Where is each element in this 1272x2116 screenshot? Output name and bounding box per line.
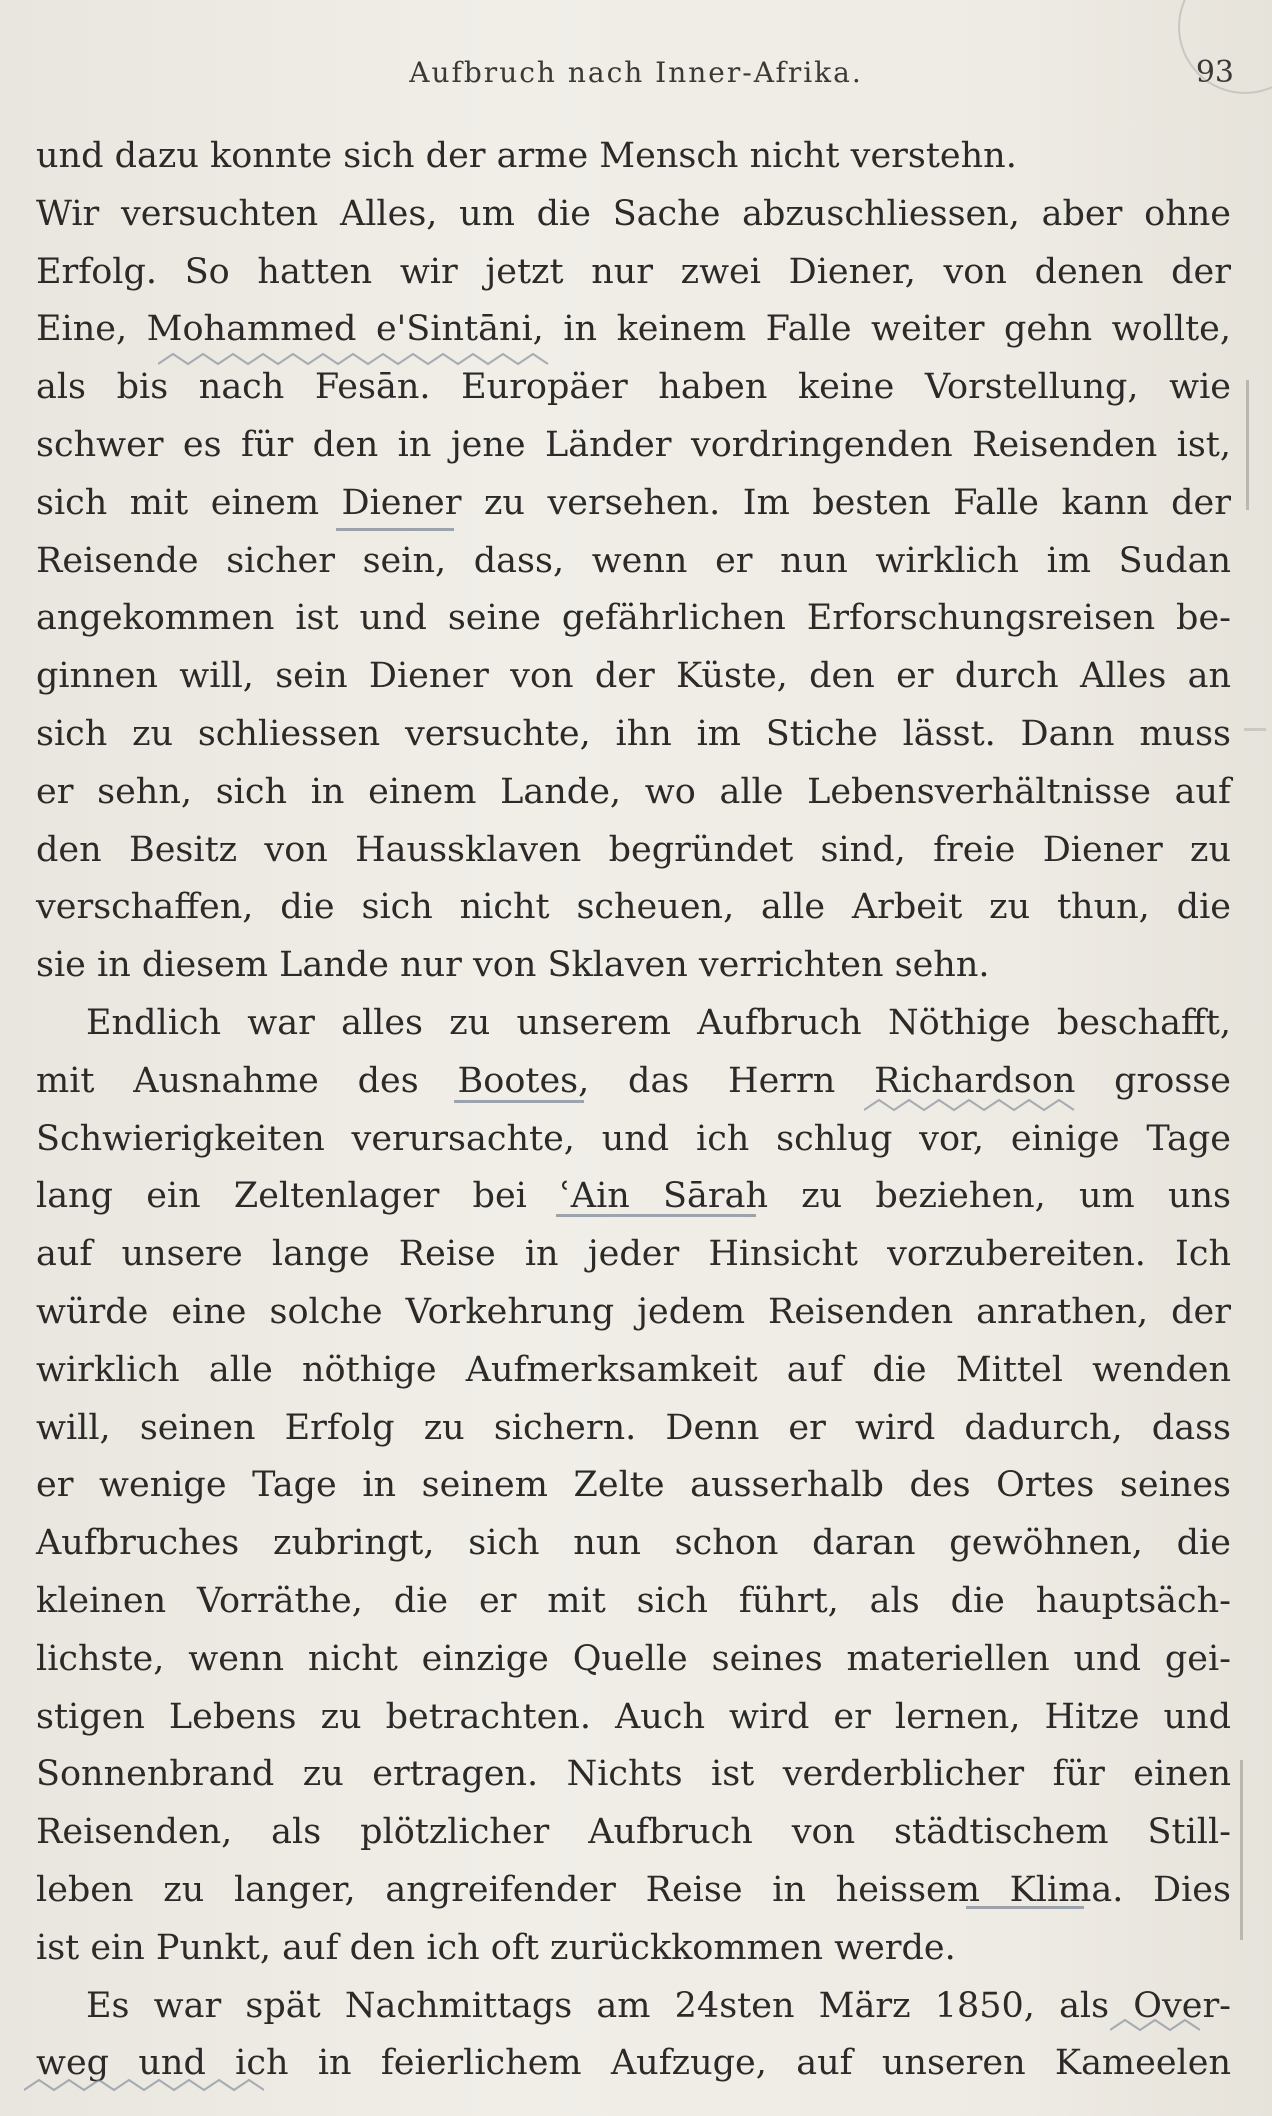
text-line: stigen Lebens zu betrachten. Auch wird er lernen, Hitze und xyxy=(36,1696,1231,1737)
pencil-underline-wave xyxy=(158,352,558,366)
text-line: ginnen will, sein Diener von der Küste, den er durch Alles an xyxy=(36,656,1231,697)
text-line: Aufbruches zubringt, sich nun schon daran gewöhnen, die xyxy=(36,1523,1231,1564)
text-line: lichste, wenn nicht einzige Quelle seines materiellen und gei- xyxy=(36,1638,1231,1679)
text-line: weg und ich in feierlichem Aufzuge, auf unseren Kameelen xyxy=(36,2043,1231,2084)
text-line: verschaffen, die sich nicht scheuen, alle Arbeit zu thun, die xyxy=(36,887,1231,928)
paragraph-first-line: Es war spät Nachmittags am 24sten März 1850, als Over- xyxy=(86,1985,1231,2026)
text-line: mit Ausnahme des Bootes, das Herrn Richardson grosse xyxy=(36,1060,1231,1101)
text-line: als bis nach Fesān. Europäer haben keine Vorstellung, wie xyxy=(36,367,1231,408)
text-line: sie in diesem Lande nur von Sklaven verrichten sehn. xyxy=(36,945,990,986)
text-line: und dazu konnte sich der arme Mensch nicht verstehn. xyxy=(36,136,1017,176)
paragraph-first-line: Endlich war alles zu unserem Aufbruch Nöthige beschafft, xyxy=(86,1002,1231,1043)
pencil-underline xyxy=(454,1100,584,1103)
text-line: den Besitz von Haussklaven begründet sind, freie Diener zu xyxy=(36,829,1231,870)
margin-line-mark xyxy=(1246,380,1249,510)
text-line: Reisende sicher sein, dass, wenn er nun wirklich im Sudan xyxy=(36,540,1231,581)
text-line: Reisenden, als plötzlicher Aufbruch von städtischem Still- xyxy=(36,1812,1231,1853)
page-number: 93 xyxy=(1195,55,1234,90)
text-line: sich mit einem Diener zu versehen. Im besten Falle kann der xyxy=(36,482,1231,523)
margin-tick-mark xyxy=(1244,728,1266,731)
text-line: Eine, Mohammed e'Sintāni, in keinem Falle weiter gehn wollte, xyxy=(36,309,1231,350)
pencil-underline-wave xyxy=(1110,2018,1200,2032)
text-line: lang ein Zeltenlager bei ʿAin Sārah zu beziehen, um uns xyxy=(36,1176,1231,1217)
text-line: will, seinen Erfolg zu sichern. Denn er wird dadurch, dass xyxy=(36,1407,1231,1448)
text-line: Erfolg. So hatten wir jetzt nur zwei Diener, von denen der xyxy=(36,251,1231,292)
pencil-underline-wave xyxy=(864,1098,1084,1112)
text-line: er wenige Tage in seinem Zelte ausserhalb des Ortes seines xyxy=(36,1465,1231,1506)
text-line: kleinen Vorräthe, die er mit sich führt, als die hauptsäch- xyxy=(36,1580,1231,1621)
pencil-underline xyxy=(556,1214,756,1217)
pencil-underline xyxy=(966,1906,1084,1909)
text-line: Schwierigkeiten verursachte, und ich schlug vor, einige Tage xyxy=(36,1118,1231,1159)
pencil-underline xyxy=(336,528,454,531)
text-line: würde eine solche Vorkehrung jedem Reisenden anrathen, der xyxy=(36,1291,1231,1332)
text-line: er sehn, sich in einem Lande, wo alle Lebensverhältnisse auf xyxy=(36,771,1231,812)
text-line: ist ein Punkt, auf den ich oft zurückkommen werde. xyxy=(36,1927,956,1968)
pencil-underline-wave xyxy=(24,2078,264,2092)
margin-line-mark xyxy=(1240,1760,1243,1940)
text-line: auf unsere lange Reise in jeder Hinsicht vorzubereiten. Ich xyxy=(36,1234,1231,1275)
running-title: Aufbruch nach Inner-Afrika. xyxy=(409,56,863,89)
text-line: Wir versuchten Alles, um die Sache abzuschliessen, aber ohne xyxy=(36,193,1231,234)
text-line: Sonnenbrand zu ertragen. Nichts ist verderblicher für einen xyxy=(36,1754,1231,1795)
text-line: wirklich alle nöthige Aufmerksamkeit auf die Mittel wenden xyxy=(36,1349,1231,1390)
text-line: angekommen ist und seine gefährlichen Erforschungsreisen be- xyxy=(36,598,1231,639)
running-header xyxy=(0,48,1272,98)
text-line: leben zu langer, angreifender Reise in heissem Klima. Dies xyxy=(36,1869,1231,1910)
text-line: sich zu schliessen versuchte, ihn im Stiche lässt. Dann muss xyxy=(36,713,1231,754)
text-line: schwer es für den in jene Länder vordringenden Reisenden ist, xyxy=(36,424,1231,465)
